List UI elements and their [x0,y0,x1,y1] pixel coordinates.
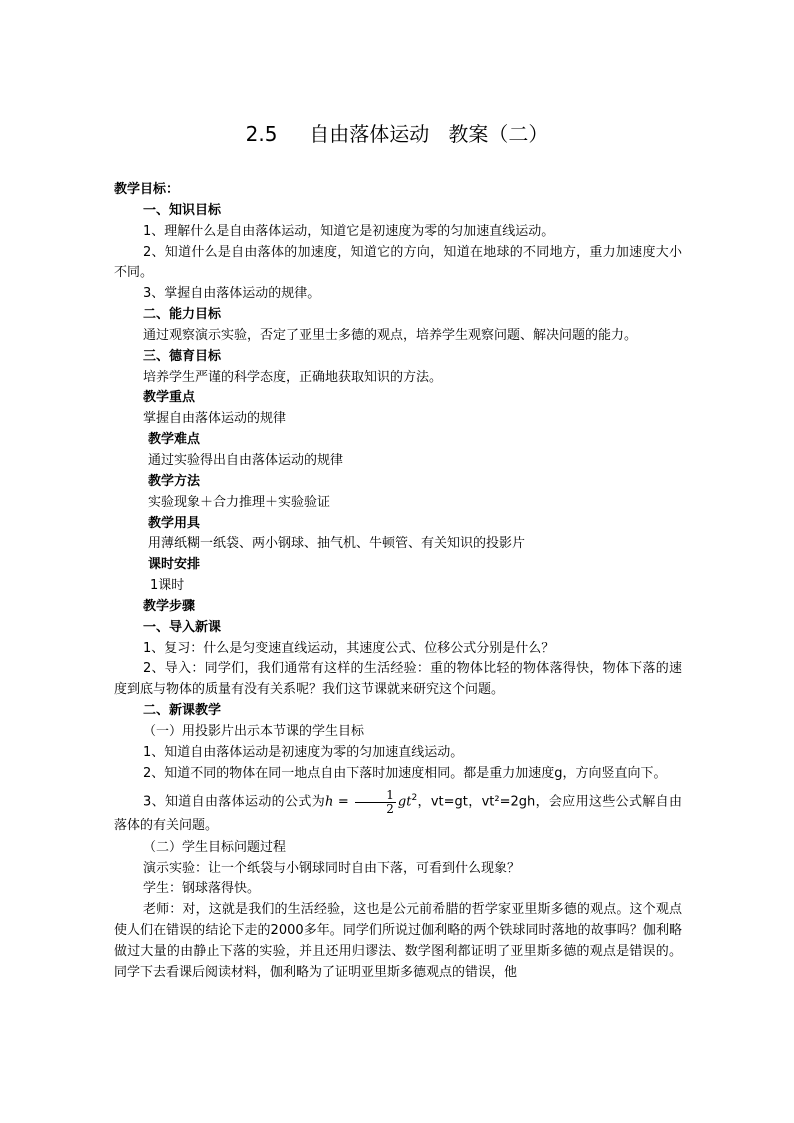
formula-gt: gt [397,794,412,810]
paragraph: （一）用投影片出示本节课的学生目标 [143,723,365,739]
heading-schedule: 课时安排 [148,557,201,573]
subheading-intro: 一、导入新课 [143,619,222,635]
paragraph: 通过实验得出自由落体运动的规律 [148,452,344,468]
paragraph: 学生：钢球落得快。 [143,881,261,897]
formula-rest: ，vt=gt，vt²=2gh，会应用这些公式解自由落体的有关问题。 [114,794,682,833]
formula-h: h [325,794,334,810]
subheading-new-lesson: 二、新课教学 [143,703,222,719]
heading-tools: 教学用具 [148,515,201,531]
formula-fraction [355,789,396,816]
paragraph: 2、导入：同学们，我们通常有这样的生活经验：重的物体比轻的物体落得快，物体下落的速度到底与物体的质量有没有关系呢？我们这节课就来研究这个问题。 [114,661,682,698]
paragraph: 1课时 [150,578,185,594]
heading-methods: 教学方法 [148,473,201,489]
formula-exponent: 2 [411,793,418,804]
paragraph: 1、复习：什么是匀变速直线运动，其速度公式、位移公式分别是什么？ [143,640,555,656]
formula-equals: = [333,794,354,810]
heading-steps: 教学步骤 [143,598,196,614]
paragraph: 1、知道自由落体运动是初速度为零的匀加速直线运动。 [143,744,464,760]
paragraph: 用薄纸糊一纸袋、两小钢球、抽气机、牛顿管、有关知识的投影片 [148,536,526,552]
fraction-denominator: 2 [386,801,394,816]
subheading-knowledge: 一、知识目标 [143,202,222,218]
document-body [114,180,682,984]
paragraph: 掌握自由落体运动的规律 [143,411,287,427]
subheading-moral: 三、德育目标 [143,348,222,364]
heading-difficulties: 教学难点 [148,432,201,448]
section-heading-objectives: 教学目标： [114,182,180,197]
paragraph: 3、掌握自由落体运动的规律。 [143,286,321,302]
formula-paragraph [114,788,682,835]
page-title: 2.5 自由落体运动 教案（二） [245,122,549,146]
heading-key-points: 教学重点 [143,390,196,406]
paragraph: 2、知道什么是自由落体的加速度，知道它的方向，知道在地球的不同地方，重力加速度大小不同。 [114,244,682,281]
paragraph: 培养学生严谨的科学态度，正确地获取知识的方法。 [143,369,443,385]
fraction-numerator: 1 [355,789,396,803]
paragraph: 演示实验：让一个纸袋与小钢球同时自由下落，可看到什么现象？ [143,860,521,876]
paragraph: 通过观察演示实验，否定了亚里士多德的观点，培养学生观察问题、解决问题的能力。 [143,327,638,343]
paragraph: 2、知道不同的物体在同一地点自由下落时加速度相同。都是重力加速度g，方向竖直向下。 [143,765,667,781]
paragraph: 1、理解什么是自由落体运动，知道它是初速度为零的匀加速直线运动。 [143,223,555,239]
subheading-ability: 二、能力目标 [143,307,222,323]
paragraph: （二）学生目标问题过程 [143,839,287,855]
paragraph: 实验现象＋合力推理＋实验验证 [148,494,331,510]
paragraph: 老师：对，这就是我们的生活经验，这也是公元前希腊的哲学家亚里斯多德的观点。这个观点使人们在错误的结论下走的2000多年。同学们所说过伽利略的两个铁球同时落地的故事吗？伽利略做过大量的由静止下落的实验，并且还用归谬法、数学图利都证明了亚里斯多德的观点是错误的。同学下去看课后阅读材料，伽利略为了证明亚里斯多德观点的错误，他 [114,902,682,980]
formula-prefix: 3、知道自由落体运动的公式为 [143,794,326,810]
